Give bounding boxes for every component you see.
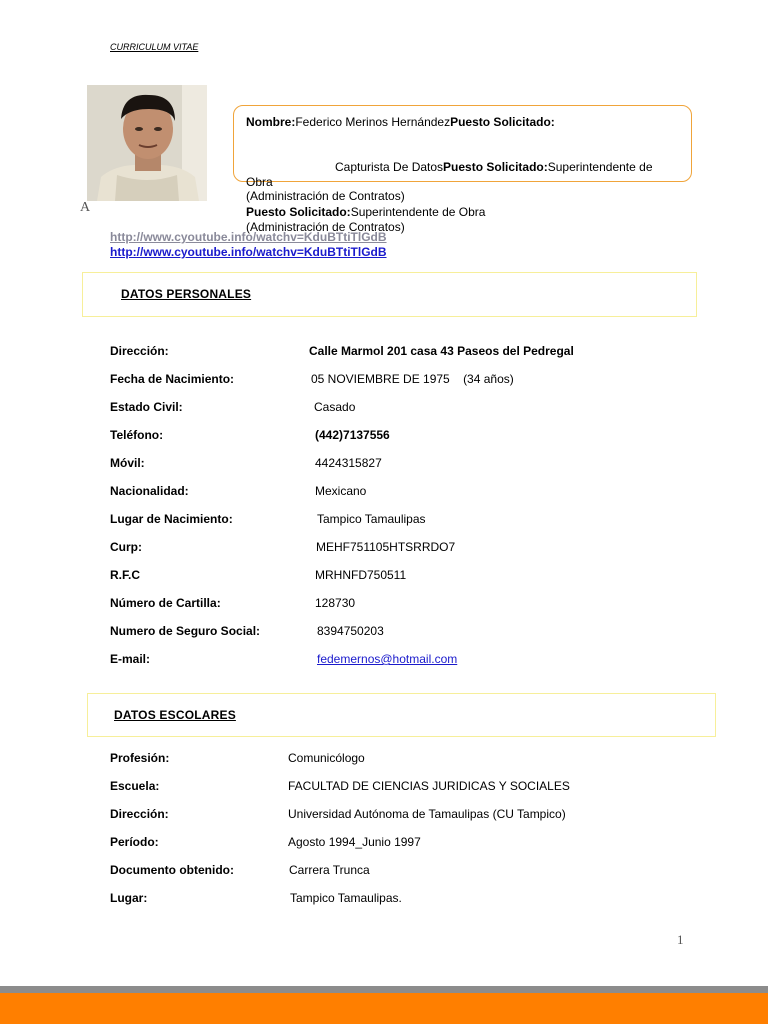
rfc-value: MRHNFD750511 (315, 568, 407, 582)
nacionalidad-label: Nacionalidad: (110, 484, 189, 498)
profesion-label: Profesión: (110, 751, 170, 765)
name-line (246, 115, 555, 130)
nacionalidad-value: Mexicano (315, 484, 367, 498)
seguro-social-label: Numero de Seguro Social: (110, 624, 261, 638)
puesto-line (335, 160, 653, 175)
fecha-nacimiento-value: 05 NOVIEMBRE DE 1975 (34 años) (311, 372, 514, 386)
telefono-label: Teléfono: (110, 428, 164, 442)
puesto-label-2: Puesto Solicitado: (443, 160, 548, 174)
video-link-1[interactable]: http://www.cyoutube.info/watchv=KduBTtiTlGdB (110, 230, 387, 244)
puesto-line-3 (246, 205, 485, 220)
footer-orange-bar (0, 993, 768, 1024)
admin-line-2: (Administración de Contratos) (246, 220, 405, 234)
puesto-label-3: Puesto Solicitado: (246, 205, 351, 219)
name-value: Federico Merinos Hernández (295, 115, 451, 129)
video-link-2[interactable]: http://www.cyoutube.info/watchv=KduBTtiTlGdB (110, 245, 387, 259)
estado-civil-value: Casado (314, 400, 356, 414)
obra-line: Obra (246, 175, 273, 189)
email-label: E-mail: (110, 652, 151, 666)
name-label: Nombre: (246, 115, 296, 129)
profesion-value: Comunicólogo (288, 751, 365, 765)
email-link[interactable]: fedemernos@hotmail.com (317, 652, 458, 666)
datos-escolares-title: DATOS ESCOLARES (114, 708, 236, 722)
puesto-value-2: Superintendente de (547, 160, 653, 174)
stray-letter: A (80, 200, 91, 215)
profile-photo (87, 85, 207, 201)
direccion-value: Calle Marmol 201 casa 43 Paseos del Pedregal (309, 344, 574, 358)
periodo-label: Período: (110, 835, 159, 849)
lugar-nacimiento-value: Tampico Tamaulipas (317, 512, 426, 526)
datos-personales-title: DATOS PERSONALES (121, 287, 252, 301)
puesto-value-1: Capturista De Datos (335, 160, 444, 174)
lugar-nacimiento-label: Lugar de Nacimiento: (110, 512, 233, 526)
documento-label: Documento obtenido: (110, 863, 234, 877)
movil-label: Móvil: (110, 456, 145, 470)
footer-gray-bar (0, 986, 768, 993)
page-number: 1 (677, 932, 684, 947)
seguro-social-value: 8394750203 (317, 624, 384, 638)
rfc-label: R.F.C (110, 568, 140, 582)
puesto-value-3: Superintendente de Obra (350, 205, 486, 219)
documento-value: Carrera Trunca (289, 863, 370, 877)
telefono-value: (442)7137556 (315, 428, 390, 442)
escuela-value: FACULTAD DE CIENCIAS JURIDICAS Y SOCIALES (288, 779, 570, 793)
estado-civil-label: Estado Civil: (110, 400, 183, 414)
escuela-direccion-label: Dirección: (110, 807, 169, 821)
fecha-nacimiento-label: Fecha de Nacimiento: (110, 372, 235, 386)
document-title: CURRICULUM VITAE (110, 42, 199, 52)
cartilla-value: 128730 (315, 596, 356, 610)
escuela-label: Escuela: (110, 779, 160, 793)
admin-line-1: (Administración de Contratos) (246, 189, 405, 203)
direccion-label: Dirección: (110, 344, 169, 358)
profile-photo-image (87, 85, 207, 201)
lugar-value: Tampico Tamaulipas. (290, 891, 402, 905)
lugar-label: Lugar: (110, 891, 148, 905)
puesto-label: Puesto Solicitado: (450, 115, 555, 129)
curp-value: MEHF751105HTSRRDO7 (316, 540, 456, 554)
cartilla-label: Número de Cartilla: (110, 596, 221, 610)
periodo-value: Agosto 1994_Junio 1997 (288, 835, 421, 849)
movil-value: 4424315827 (315, 456, 382, 470)
escuela-direccion-value: Universidad Autónoma de Tamaulipas (CU Tampico) (288, 807, 566, 821)
curp-label: Curp: (110, 540, 142, 554)
